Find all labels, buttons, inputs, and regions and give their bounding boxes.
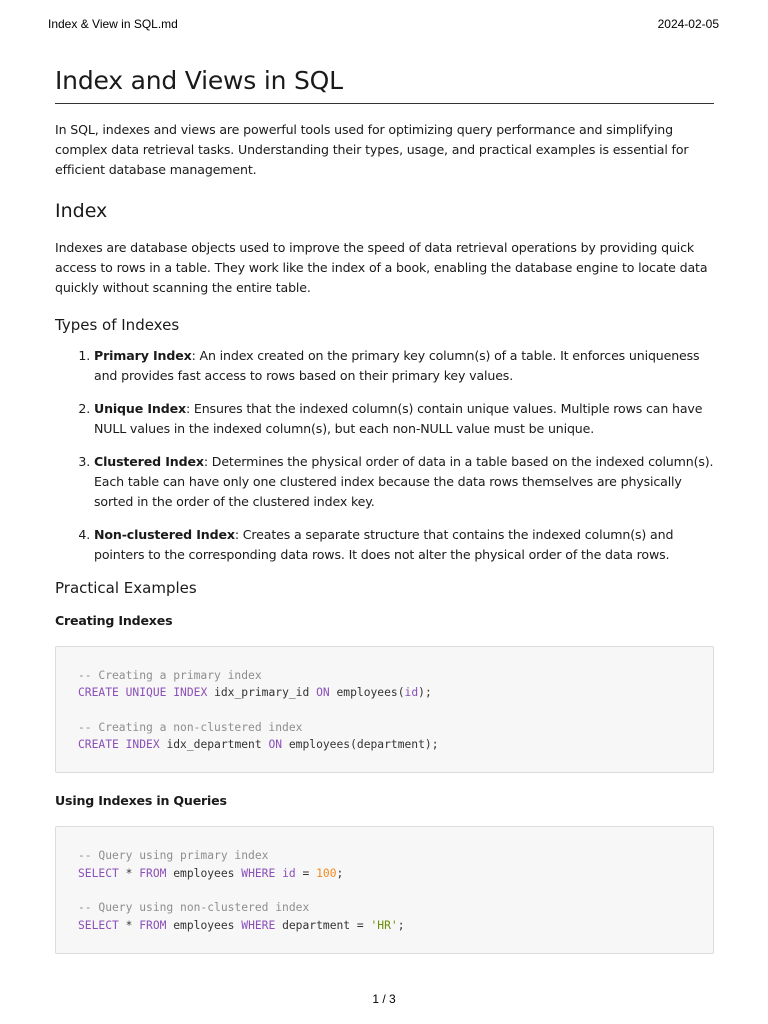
code-keyword: id xyxy=(404,686,419,700)
code-text: = xyxy=(295,866,317,880)
types-list xyxy=(55,346,714,565)
code-text: ); xyxy=(418,686,432,700)
code-keyword: SELECT xyxy=(78,918,119,932)
index-heading: Index xyxy=(55,200,108,222)
code-number: 100 xyxy=(316,866,337,880)
code-block-using xyxy=(55,826,714,953)
creating-indexes-heading: Creating Indexes xyxy=(55,613,173,628)
document-date: 2024-02-05 xyxy=(657,17,719,31)
code-keyword: CREATE xyxy=(78,686,119,700)
page-header xyxy=(48,17,719,31)
code-keyword: CREATE xyxy=(78,738,119,752)
document-filename: Index & View in SQL.md xyxy=(48,17,178,31)
code-text: idx_department xyxy=(159,738,269,752)
code-comment: -- Creating a non-clustered index xyxy=(78,720,303,734)
document-content xyxy=(55,66,714,954)
code-text: * xyxy=(118,866,140,880)
code-keyword: INDEX xyxy=(125,738,160,752)
code-comment: -- Creating a primary index xyxy=(78,669,262,682)
index-paragraph: Indexes are database objects used to improve the speed of data retrieval operations by providing quick access to rows in a table. They work like the index of a book, enabling the database engine to locate data quickly without scanning the entire table. xyxy=(55,240,708,295)
list-item-term: Unique Index xyxy=(94,401,186,416)
code-text: * xyxy=(118,918,140,932)
list-item-desc: : Creates a separate structure that contains the indexed column(s) and pointers to the corresponding data rows. It does not alter the physical order of the data rows. xyxy=(94,527,674,562)
code-keyword: WHERE xyxy=(241,918,276,932)
code-keyword: FROM xyxy=(139,866,167,880)
code-text: employees xyxy=(166,866,242,880)
list-item xyxy=(94,346,714,386)
code-text: ; xyxy=(336,866,344,880)
list-item xyxy=(94,525,714,565)
list-item xyxy=(94,452,714,512)
code-keyword: id xyxy=(282,866,296,880)
code-keyword: SELECT xyxy=(78,866,119,880)
code-keyword: ON xyxy=(316,686,330,700)
code-keyword: FROM xyxy=(139,918,167,932)
code-keyword: ON xyxy=(268,738,283,752)
page-number: 1 / 3 xyxy=(372,992,396,1006)
page-title: Index and Views in SQL xyxy=(55,66,714,104)
list-item-desc: : Determines the physical order of data in a table based on the indexed column(s). Each table can have only one clustered index because the data rows themselves are physically sorted in the order of the clustered index key. xyxy=(94,454,714,509)
list-item-term: Clustered Index xyxy=(94,454,204,469)
code-text: employees( xyxy=(329,686,405,700)
code-text: employees xyxy=(166,918,242,932)
list-item-desc: : An index created on the primary key column(s) of a table. It enforces uniqueness and provides fast access to rows based on their primary key values. xyxy=(94,348,700,383)
code-comment: -- Query using non-clustered index xyxy=(78,901,310,915)
code-text: department = xyxy=(275,918,371,932)
list-item-term: Non-clustered Index xyxy=(94,527,235,542)
list-item-desc: : Ensures that the indexed column(s) contain unique values. Multiple rows can have NULL values in the indexed column(s), but each non-NULL value must be unique. xyxy=(94,401,703,436)
types-heading: Types of Indexes xyxy=(55,316,180,334)
list-item-term: Primary Index xyxy=(94,348,192,363)
intro-paragraph: In SQL, indexes and views are powerful tools used for optimizing query performance and simplifying complex data retrieval tasks. Understanding their types, usage, and practical examples is essential for efficient database management. xyxy=(55,122,689,177)
code-text: employees(department); xyxy=(282,738,439,752)
code-text: idx_primary_id xyxy=(207,686,317,700)
list-item xyxy=(94,399,714,439)
code-string: 'HR' xyxy=(370,918,398,932)
code-keyword: WHERE xyxy=(241,866,276,880)
code-keyword: UNIQUE xyxy=(125,686,167,700)
code-keyword: INDEX xyxy=(173,686,208,700)
code-block-creating xyxy=(55,646,714,773)
practical-heading: Practical Examples xyxy=(55,579,197,597)
code-text: ; xyxy=(397,918,405,932)
code-comment: -- Query using primary index xyxy=(78,849,269,863)
using-indexes-heading: Using Indexes in Queries xyxy=(55,793,227,809)
